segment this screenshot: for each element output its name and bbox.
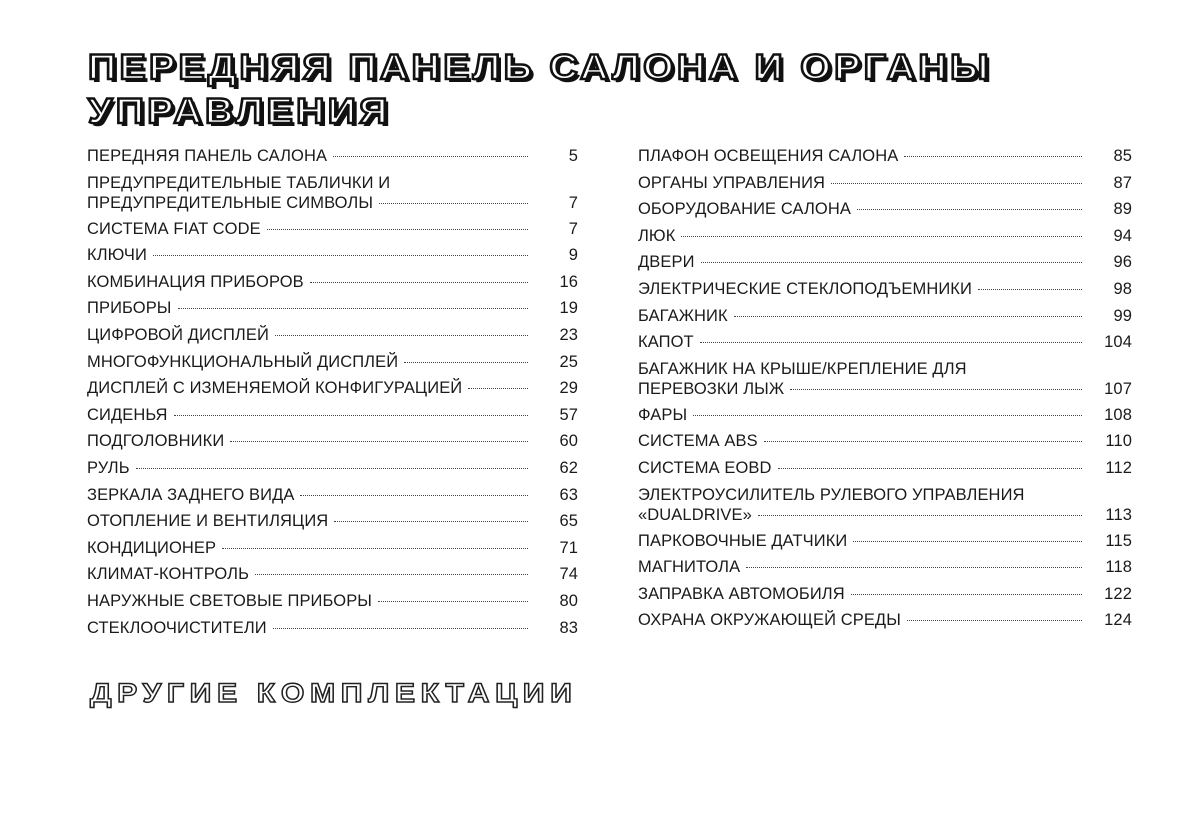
toc-entry[interactable] bbox=[87, 216, 578, 243]
toc-entry[interactable] bbox=[87, 455, 578, 482]
dot-leader bbox=[764, 441, 1082, 442]
toc-entry-title: ПРИБОРЫ bbox=[87, 299, 172, 318]
dot-leader bbox=[831, 183, 1082, 184]
dot-leader bbox=[300, 495, 528, 496]
toc-entry[interactable] bbox=[87, 295, 578, 322]
toc-entry[interactable] bbox=[87, 143, 578, 170]
toc-entry[interactable] bbox=[638, 196, 1132, 223]
toc-entry[interactable] bbox=[638, 303, 1132, 330]
dot-leader bbox=[333, 156, 528, 157]
toc-entry-title: ПЕРЕДНЯЯ ПАНЕЛЬ САЛОНА bbox=[87, 147, 328, 165]
toc-entry-title: ДИСПЛЕЙ С ИЗМЕНЯЕМОЙ КОНФИГУРАЦИЕЙ bbox=[87, 379, 463, 398]
toc-entry[interactable] bbox=[638, 249, 1132, 276]
toc-entry-title: ЗАПРАВКА АВТОМОБИЛЯ bbox=[638, 584, 845, 603]
dot-leader bbox=[379, 203, 528, 204]
dot-leader bbox=[273, 628, 528, 629]
toc-entry-page-number: 9 bbox=[568, 246, 578, 265]
toc-entry-page-number: 89 bbox=[1113, 200, 1132, 219]
toc-entry-title: ЗЕРКАЛА ЗАДНЕГО ВИДА bbox=[87, 485, 295, 504]
toc-entry[interactable] bbox=[87, 615, 578, 642]
toc-entry-page-number: 96 bbox=[1113, 253, 1132, 272]
toc-entry[interactable] bbox=[638, 554, 1132, 581]
toc-entry-page-number: 71 bbox=[559, 538, 578, 557]
dot-leader bbox=[267, 229, 528, 230]
page-title-line-1: ПЕРЕДНЯЯ ПАНЕЛЬ САЛОНА И ОРГАНЫ bbox=[88, 48, 992, 87]
toc-entry[interactable] bbox=[87, 375, 578, 402]
dot-leader bbox=[758, 515, 1082, 516]
toc-entry-page-number: 57 bbox=[559, 405, 578, 424]
dot-leader bbox=[404, 362, 528, 363]
toc-entry-title: СИДЕНЬЯ bbox=[87, 405, 168, 424]
toc-entry-title: РУЛЬ bbox=[87, 458, 130, 477]
toc-entry-page-number: 85 bbox=[1113, 147, 1132, 165]
dot-leader bbox=[857, 209, 1082, 210]
toc-entry[interactable] bbox=[87, 322, 578, 349]
toc-entry-page-number: 80 bbox=[559, 591, 578, 610]
toc-entry-page-number: 104 bbox=[1104, 333, 1132, 352]
toc-entry-title: НАРУЖНЫЕ СВЕТОВЫЕ ПРИБОРЫ bbox=[87, 591, 373, 610]
toc-entry-page-number: 63 bbox=[559, 485, 578, 504]
toc-entry-title: ЦИФРОВОЙ ДИСПЛЕЙ bbox=[87, 325, 269, 344]
toc-entry-page-number: 115 bbox=[1105, 531, 1132, 550]
toc-entry-title-line-1: ПРЕДУПРЕДИТЕЛЬНЫЕ ТАБЛИЧКИ И bbox=[87, 173, 391, 192]
dot-leader bbox=[153, 255, 528, 256]
toc-left-column bbox=[87, 143, 578, 641]
toc-entry-page-number: 25 bbox=[559, 352, 578, 371]
toc-entry-page-number: 99 bbox=[1113, 306, 1132, 325]
toc-entry-title: КАПОТ bbox=[638, 333, 694, 352]
dot-leader bbox=[853, 541, 1082, 542]
toc-entry-page-number: 87 bbox=[1113, 173, 1132, 192]
toc-entry-title: «DUALDRIVE» bbox=[638, 505, 752, 524]
toc-entry[interactable] bbox=[87, 402, 578, 429]
toc-entry-page-number: 60 bbox=[559, 432, 578, 451]
toc-entry[interactable] bbox=[87, 242, 578, 269]
dot-leader bbox=[136, 468, 528, 469]
toc-entry-page-number: 7 bbox=[568, 219, 578, 238]
toc-entry[interactable] bbox=[638, 329, 1132, 356]
dot-leader bbox=[378, 601, 528, 602]
toc-entry-page-number: 112 bbox=[1105, 458, 1132, 477]
toc-entry[interactable] bbox=[638, 402, 1132, 429]
toc-entry[interactable] bbox=[87, 170, 578, 216]
toc-entry[interactable] bbox=[87, 482, 578, 509]
toc-entry-page-number: 110 bbox=[1105, 432, 1132, 451]
toc-entry[interactable] bbox=[87, 428, 578, 455]
toc-entry-title: ПОДГОЛОВНИКИ bbox=[87, 432, 225, 451]
dot-leader bbox=[790, 389, 1082, 390]
toc-entry-page-number: 29 bbox=[559, 379, 578, 398]
dot-leader bbox=[255, 574, 528, 575]
toc-entry[interactable] bbox=[87, 561, 578, 588]
toc-entry-page-number: 83 bbox=[559, 618, 578, 637]
toc-entry-title: ДВЕРИ bbox=[638, 253, 695, 272]
toc-entry-title: ОБОРУДОВАНИЕ САЛОНА bbox=[638, 200, 851, 219]
toc-entry[interactable] bbox=[87, 508, 578, 535]
toc-entry-title: БАГАЖНИК bbox=[638, 306, 728, 325]
toc-entry-title: МАГНИТОЛА bbox=[638, 558, 741, 577]
toc-entry-page-number: 74 bbox=[559, 565, 578, 584]
toc-entry-page-number: 7 bbox=[568, 193, 578, 212]
dot-leader bbox=[275, 335, 528, 336]
toc-entry-title: СТЕКЛООЧИСТИТЕЛИ bbox=[87, 618, 267, 637]
toc-entry[interactable] bbox=[638, 482, 1132, 528]
dot-leader bbox=[468, 388, 528, 389]
toc-entry[interactable] bbox=[87, 588, 578, 615]
toc-entry[interactable] bbox=[87, 269, 578, 296]
toc-entry-page-number: 19 bbox=[559, 299, 578, 318]
toc-entry-title: ЛЮК bbox=[638, 226, 676, 245]
dot-leader bbox=[681, 236, 1082, 237]
dot-leader bbox=[978, 289, 1082, 290]
toc-entry-page-number: 16 bbox=[559, 272, 578, 291]
toc-entry[interactable] bbox=[638, 528, 1132, 555]
toc-entry-title: КОНДИЦИОНЕР bbox=[87, 538, 217, 557]
dot-leader bbox=[222, 548, 528, 549]
toc-entry-title-line-1: БАГАЖНИК НА КРЫШЕ/КРЕПЛЕНИЕ ДЛЯ bbox=[638, 359, 967, 378]
dot-leader bbox=[851, 594, 1082, 595]
toc-entry-title: ОРГАНЫ УПРАВЛЕНИЯ bbox=[638, 173, 826, 192]
toc-entry-title: ОХРАНА ОКРУЖАЮЩЕЙ СРЕДЫ bbox=[638, 611, 901, 630]
toc-entry-page-number: 107 bbox=[1104, 379, 1132, 398]
toc-entry[interactable] bbox=[638, 170, 1132, 197]
toc-entry-title: КЛИМАТ-КОНТРОЛЬ bbox=[87, 565, 250, 584]
toc-entry-title: КЛЮЧИ bbox=[87, 246, 147, 265]
toc-entry-title: СИСТЕМА EOBD bbox=[638, 458, 772, 477]
toc-entry-page-number: 124 bbox=[1104, 611, 1132, 630]
page-title bbox=[88, 46, 1163, 134]
toc-entry[interactable] bbox=[87, 535, 578, 562]
toc-entry[interactable] bbox=[638, 581, 1132, 608]
dot-leader bbox=[174, 415, 528, 416]
toc-entry-page-number: 108 bbox=[1104, 405, 1132, 424]
toc-entry-title-line-1: ЭЛЕКТРОУСИЛИТЕЛЬ РУЛЕВОГО УПРАВЛЕНИЯ bbox=[638, 485, 1025, 504]
toc-entry-page-number: 94 bbox=[1113, 226, 1132, 245]
page-title-line-2: УПРАВЛЕНИЯ bbox=[88, 92, 391, 131]
dot-leader bbox=[178, 308, 528, 309]
dot-leader bbox=[700, 342, 1082, 343]
dot-leader bbox=[310, 282, 528, 283]
toc-entry-title: МНОГОФУНКЦИОНАЛЬНЫЙ ДИСПЛЕЙ bbox=[87, 352, 399, 371]
dot-leader bbox=[907, 620, 1082, 621]
dot-leader bbox=[230, 441, 528, 442]
dot-leader bbox=[778, 468, 1082, 469]
toc-entry[interactable] bbox=[638, 276, 1132, 303]
toc-entry[interactable] bbox=[638, 607, 1132, 634]
dot-leader bbox=[701, 262, 1082, 263]
dot-leader bbox=[746, 567, 1082, 568]
toc-entry-page-number: 122 bbox=[1104, 584, 1132, 603]
toc-entry[interactable] bbox=[638, 455, 1132, 482]
toc-entry-page-number: 98 bbox=[1113, 279, 1132, 298]
toc-entry-page-number: 113 bbox=[1105, 505, 1132, 524]
toc-entry-title: ОТОПЛЕНИЕ И ВЕНТИЛЯЦИЯ bbox=[87, 512, 329, 531]
toc-right-column bbox=[638, 143, 1132, 634]
toc-entry-title: ЭЛЕКТРИЧЕСКИЕ СТЕКЛОПОДЪЕМНИКИ bbox=[638, 279, 972, 298]
toc-entry-title: ПРЕДУПРЕДИТЕЛЬНЫЕ СИМВОЛЫ bbox=[87, 193, 374, 212]
toc-entry-title: КОМБИНАЦИЯ ПРИБОРОВ bbox=[87, 272, 304, 291]
toc-entry-title: СИСТЕМА ABS bbox=[638, 432, 758, 451]
toc-entry[interactable] bbox=[638, 356, 1132, 402]
toc-entry[interactable] bbox=[638, 428, 1132, 455]
toc-entry-title: ПЛАФОН ОСВЕЩЕНИЯ САЛОНА bbox=[638, 147, 899, 165]
dot-leader bbox=[693, 415, 1082, 416]
toc-entry[interactable] bbox=[87, 349, 578, 376]
toc-entry-title: ПЕРЕВОЗКИ ЛЫЖ bbox=[638, 379, 785, 398]
other-configurations-heading: ДРУГИЕ КОМПЛЕКТАЦИИ bbox=[90, 678, 578, 708]
dot-leader bbox=[734, 316, 1082, 317]
toc-entry-page-number: 65 bbox=[559, 512, 578, 531]
dot-leader bbox=[334, 521, 528, 522]
toc-entry-title: СИСТЕМА FIAT CODE bbox=[87, 219, 261, 238]
toc-entry-page-number: 23 bbox=[559, 325, 578, 344]
toc-entry[interactable] bbox=[638, 143, 1132, 170]
toc-entry-page-number: 5 bbox=[568, 147, 578, 165]
dot-leader bbox=[904, 156, 1082, 157]
toc-entry-title: ФАРЫ bbox=[638, 405, 688, 424]
toc-entry-page-number: 118 bbox=[1105, 558, 1132, 577]
toc-entry[interactable] bbox=[638, 223, 1132, 250]
toc-entry-page-number: 62 bbox=[559, 458, 578, 477]
toc-entry-title: ПАРКОВОЧНЫЕ ДАТЧИКИ bbox=[638, 531, 848, 550]
